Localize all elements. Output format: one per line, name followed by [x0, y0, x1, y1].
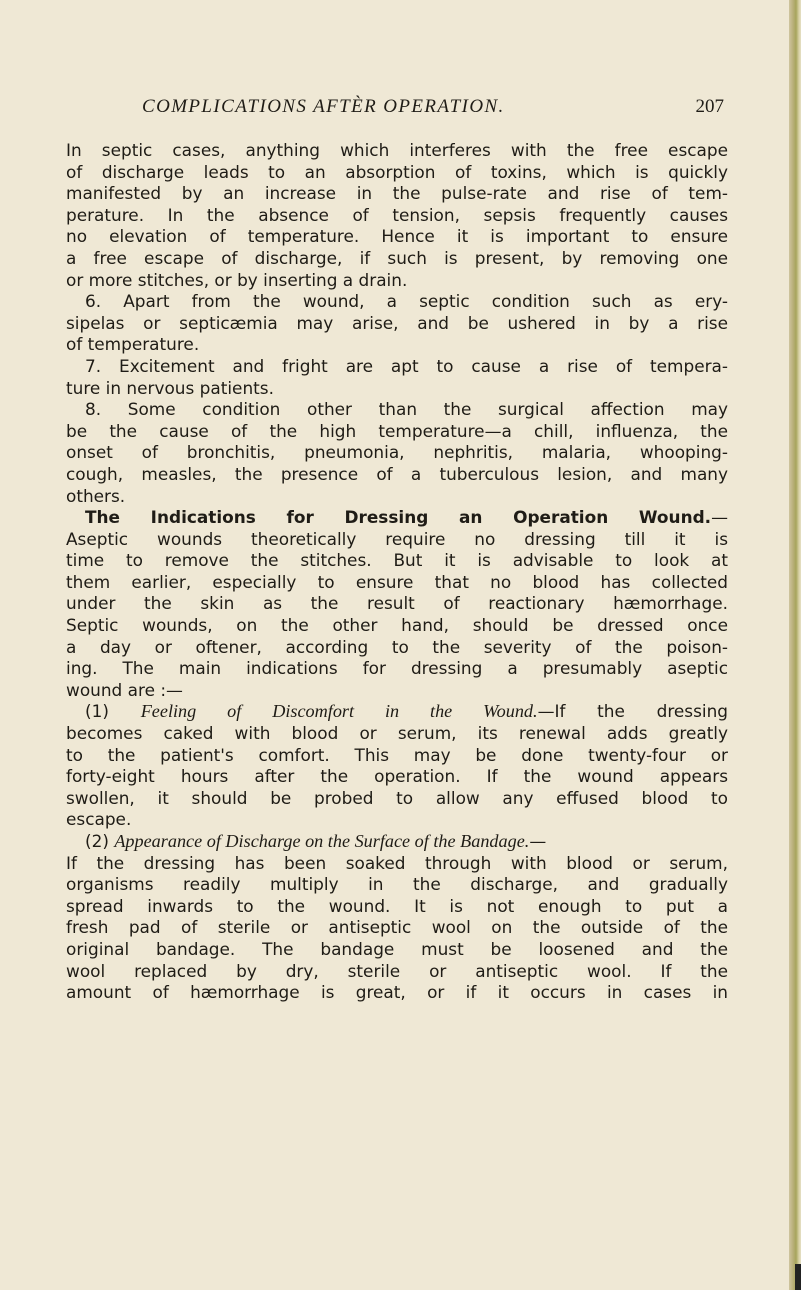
- list-item-discomfort: [66, 701, 728, 831]
- text-line: Aseptic wounds theoretically require no dressing till it is: [66, 528, 728, 549]
- text-line: under the skin as the result of reactionary hæmorrhage.: [66, 593, 728, 614]
- text-line: wool replaced by dry, sterile or antiseptic wool. If the: [66, 960, 728, 981]
- list-item-discharge: [66, 831, 728, 1004]
- text-line: ture in nervous patients.: [66, 377, 274, 398]
- paragraph-6: [66, 291, 728, 356]
- paragraph-septic-cases: [66, 140, 728, 291]
- text-line: 7. Excitement and fright are apt to cause a rise of tempera-: [85, 355, 728, 376]
- item-first-line: [66, 701, 728, 723]
- text-line: a free escape of discharge, if such is present, by removing one: [66, 247, 728, 268]
- text-line: cough, measles, the presence of a tuberculous lesion, and many: [66, 463, 728, 484]
- paragraph-8: [66, 399, 728, 507]
- section-heading: The Indications for Dressing an Operation Wound.: [85, 507, 712, 528]
- text-line: sipelas or septicæmia may arise, and be ushered in by a rise: [66, 312, 728, 333]
- item-number: (2): [85, 831, 109, 851]
- heading-dash: —: [711, 507, 728, 528]
- text-line: to the patient's comfort. This may be done twenty-four or: [66, 744, 728, 765]
- text-line: spread inwards to the wound. It is not enough to put a: [66, 895, 728, 916]
- corner-mark: [795, 1264, 801, 1290]
- text-line: amount of hæmorrhage is great, or if it occurs in cases in: [66, 982, 728, 1003]
- text-line: escape.: [66, 809, 132, 830]
- item-text: —: [529, 831, 547, 851]
- item-number: (1): [85, 701, 109, 722]
- text-line: a day or oftener, according to the severity of the poison-: [66, 636, 728, 657]
- text-line: be the cause of the high temperature—a chill, influenza, the: [66, 420, 728, 441]
- text-line: 8. Some condition other than the surgical affection may: [85, 399, 728, 420]
- text-line: swollen, it should be probed to allow any effused blood to: [66, 787, 728, 808]
- section-indications: [66, 507, 728, 701]
- running-title: COMPLICATIONS AFTÈR OPERATION.: [142, 96, 505, 117]
- text-line: perature. In the absence of tension, sepsis frequently causes: [66, 204, 728, 225]
- text-line: or more stitches, or by inserting a drain.: [66, 269, 408, 290]
- paragraph-7: [66, 356, 728, 399]
- text-line: time to remove the stitches. But it is advisable to look at: [66, 550, 728, 571]
- section-heading-line: [66, 507, 728, 529]
- page-number: 207: [695, 96, 724, 117]
- text-line: becomes caked with blood or serum, its renewal adds greatly: [66, 723, 728, 744]
- text-line: manifested by an increase in the pulse-rate and rise of tem-: [66, 183, 728, 204]
- text-line: of discharge leads to an absorption of toxins, which is quickly: [66, 161, 728, 182]
- page-edge: [789, 0, 801, 1290]
- body-text: [66, 140, 728, 1004]
- text-line: organisms readily multiply in the discharge, and gradually: [66, 874, 728, 895]
- text-line: fresh pad of sterile or antiseptic wool on the outside of the: [66, 917, 728, 938]
- text-line: onset of bronchitis, pneumonia, nephritis, malaria, whooping-: [66, 442, 728, 463]
- item-title: Appearance of Discharge on the Surface of the Bandage.: [114, 831, 530, 851]
- text-line: Septic wounds, on the other hand, should be dressed once: [66, 615, 728, 636]
- text-line: no elevation of temperature. Hence it is important to ensure: [66, 226, 728, 247]
- text-line: In septic cases, anything which interferes with the free escape: [66, 140, 728, 160]
- item-title: Feeling of Discomfort in the Wound.: [140, 701, 538, 722]
- text-line: wound are :—: [66, 679, 183, 700]
- text-line: forty-eight hours after the operation. If the wound appears: [66, 766, 728, 787]
- item-text: —If the dressing: [537, 701, 728, 722]
- text-line: original bandage. The bandage must be loosened and the: [66, 938, 728, 959]
- text-line: If the dressing has been soaked through with blood or serum,: [66, 852, 728, 873]
- text-line: others.: [66, 485, 126, 506]
- text-line: ing. The main indications for dressing a presumably aseptic: [66, 658, 728, 679]
- text-line: them earlier, especially to ensure that no blood has collected: [66, 571, 728, 592]
- text-line: 6. Apart from the wound, a septic condition such as ery-: [85, 291, 728, 312]
- item-first-line: [66, 831, 728, 853]
- text-line: of temperature.: [66, 334, 200, 355]
